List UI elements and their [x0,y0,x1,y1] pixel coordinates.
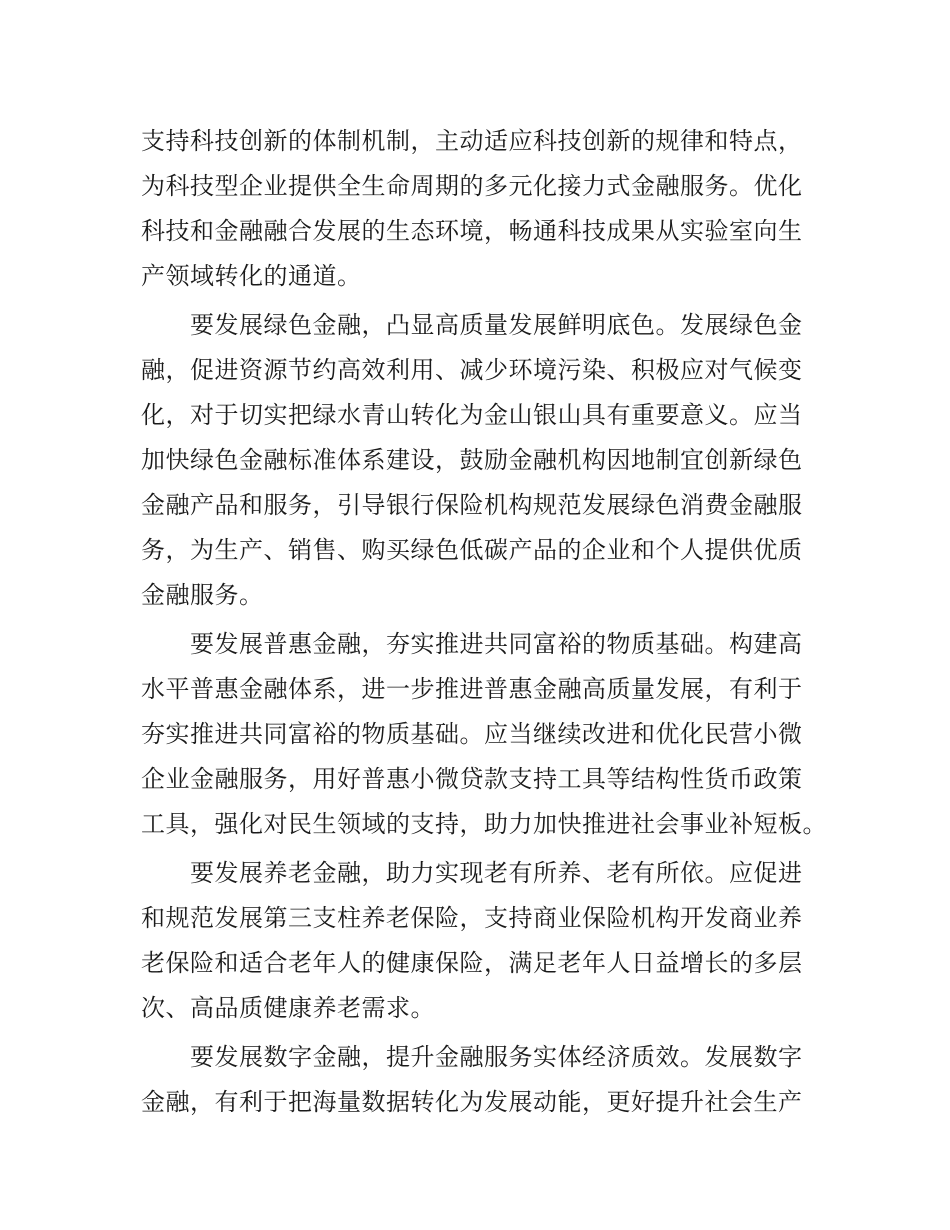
text-line: 科技和金融融合发展的生态环境，畅通科技成果从实验室向生 [141,217,803,245]
paragraph-inclusive-finance [141,622,841,847]
text-line: 老保险和适合老年人的健康保险，满足老年人日益增长的多层 [141,949,803,977]
text-line: 水平普惠金融体系，进一步推进普惠金融高质量发展，有利于 [141,675,803,703]
text-line: 次、高品质健康养老需求。 [141,994,435,1022]
text-line: 工具，强化对民生领域的支持，助力加快推进社会事业补短板。 [141,810,827,838]
paragraph-pension-finance [141,851,841,1031]
text-line: 和规范发展第三支柱养老保险，支持商业保险机构开发商业养 [141,904,803,932]
paragraph-tech-finance [141,119,841,299]
text-line: 要发展养老金融，助力实现老有所养、老有所依。应促进 [141,859,803,887]
text-line: 要发展普惠金融，夯实推进共同富裕的物质基础。构建高 [141,630,803,658]
text-line: 务，为生产、销售、购买绿色低碳产品的企业和个人提供优质 [141,536,803,564]
text-line: 支持科技创新的体制机制，主动适应科技创新的规律和特点， [141,127,803,155]
text-line: 融，促进资源节约高效利用、减少环境污染、积极应对气候变 [141,356,803,384]
text-line: 夯实推进共同富裕的物质基础。应当继续改进和优化民营小微 [141,720,803,748]
text-line: 企业金融服务，用好普惠小微贷款支持工具等结构性货币政策 [141,765,803,793]
text-line: 为科技型企业提供全生命周期的多元化接力式金融服务。优化 [141,172,803,200]
text-line: 金融服务。 [141,581,264,609]
text-line: 金融产品和服务，引导银行保险机构规范发展绿色消费金融服 [141,491,803,519]
text-line: 要发展绿色金融，凸显高质量发展鲜明底色。发展绿色金 [141,311,803,339]
text-line: 要发展数字金融，提升金融服务实体经济质效。发展数字 [141,1043,803,1071]
text-line: 产领域转化的通道。 [141,262,362,290]
body-text [141,119,841,1129]
text-line: 化，对于切实把绿水青山转化为金山银山具有重要意义。应当 [141,401,803,429]
text-line: 金融，有利于把海量数据转化为发展动能，更好提升社会生产 [141,1088,803,1116]
paragraph-digital-finance [141,1035,841,1125]
text-line: 加快绿色金融标准体系建设，鼓励金融机构因地制宜创新绿色 [141,446,803,474]
paragraph-green-finance [141,303,841,618]
